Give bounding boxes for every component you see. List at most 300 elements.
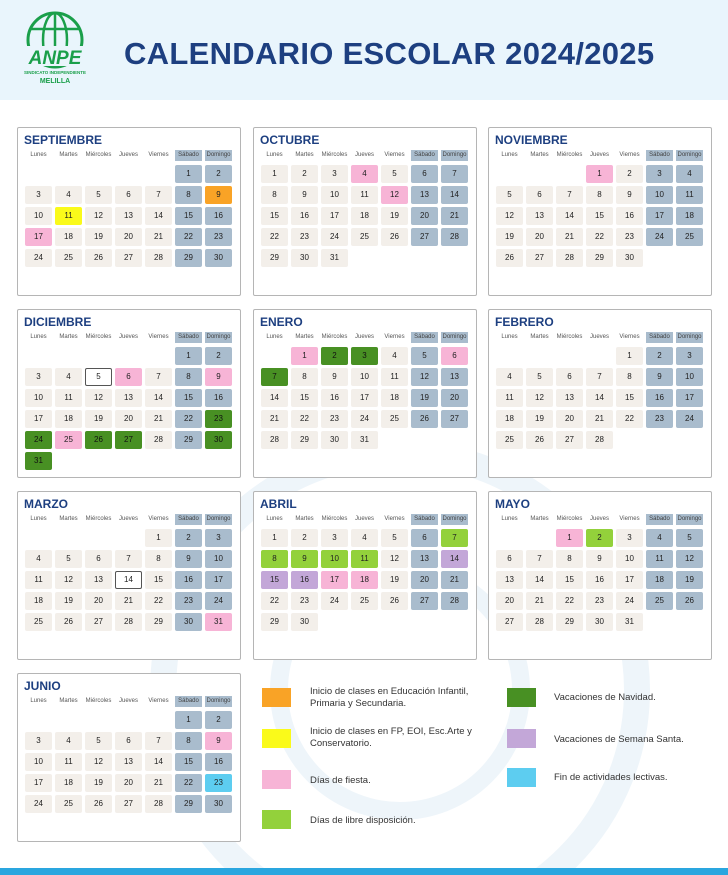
page-title: CALENDARIO ESCOLAR 2024/2025 [124, 36, 655, 71]
day-cell: 1 [261, 529, 288, 547]
day-cell: 2 [586, 529, 613, 547]
day-cell: 2 [291, 165, 318, 183]
day-cell: 17 [351, 389, 378, 407]
day-cell: 28 [261, 431, 288, 449]
day-cell: 2 [616, 165, 643, 183]
legend-label: Inicio de clases en Educación Infantil, Primaria y Secundaria. [310, 686, 469, 709]
weekday-header: Viernes [384, 152, 405, 158]
day-cell: 17 [616, 571, 643, 589]
month-febrero [488, 309, 712, 478]
month-name: ABRIL [260, 497, 297, 511]
weekday-header: Sábado [646, 332, 673, 343]
day-cell: 22 [175, 774, 202, 792]
day-cell: 21 [586, 410, 613, 428]
month-name: MARZO [24, 497, 68, 511]
weekday-header: Lunes [501, 516, 518, 522]
day-cell: 13 [411, 550, 438, 568]
day-cell: 5 [85, 186, 112, 204]
day-cell: 28 [586, 431, 613, 449]
weekday-header: Domingo [441, 514, 468, 525]
day-cell: 10 [676, 368, 703, 386]
day-cell: 13 [526, 207, 553, 225]
day-cell: 13 [411, 186, 438, 204]
day-cell: 20 [556, 410, 583, 428]
day-cell: 5 [526, 368, 553, 386]
day-cell: 22 [175, 410, 202, 428]
day-cell: 1 [616, 347, 643, 365]
weekday-header: Viernes [148, 334, 169, 340]
day-cell: 16 [616, 207, 643, 225]
day-cell: 26 [381, 228, 408, 246]
day-cell: 15 [175, 207, 202, 225]
day-cell: 8 [175, 186, 202, 204]
day-cell: 16 [321, 389, 348, 407]
day-cell: 5 [55, 550, 82, 568]
weekday-header: Martes [295, 152, 314, 158]
day-cell: 16 [175, 571, 202, 589]
weekday-header: Miércoles [85, 516, 112, 522]
day-cell: 16 [205, 753, 232, 771]
day-cell: 8 [175, 368, 202, 386]
legend-label: Vacaciones de Semana Santa. [554, 734, 684, 745]
day-cell: 27 [115, 431, 142, 449]
day-cell: 17 [321, 571, 348, 589]
day-cell: 13 [556, 389, 583, 407]
weekday-header: Viernes [148, 698, 169, 704]
weekday-header: Martes [295, 516, 314, 522]
day-cell: 12 [85, 753, 112, 771]
day-cell: 16 [291, 207, 318, 225]
day-cell: 9 [291, 550, 318, 568]
day-cell: 7 [145, 732, 172, 750]
legend-swatch [262, 810, 291, 829]
day-cell: 17 [25, 228, 52, 246]
day-cell: 6 [556, 368, 583, 386]
month-name: DICIEMBRE [24, 315, 92, 329]
day-cell: 11 [381, 368, 408, 386]
day-cell: 5 [676, 529, 703, 547]
weekday-header: Jueves [118, 698, 138, 704]
day-cell: 17 [25, 410, 52, 428]
day-cell: 15 [145, 571, 172, 589]
day-cell: 12 [676, 550, 703, 568]
day-cell: 20 [496, 592, 523, 610]
day-cell: 8 [145, 550, 172, 568]
month-name: OCTUBRE [260, 133, 320, 147]
weekday-header: Martes [59, 152, 78, 158]
weekday-header: Miércoles [85, 698, 112, 704]
day-cell: 20 [115, 228, 142, 246]
weekday-header: Sábado [646, 150, 673, 161]
weekday-header: Miércoles [556, 152, 583, 158]
day-cell: 17 [205, 571, 232, 589]
day-cell: 5 [85, 368, 112, 386]
day-cell: 1 [145, 529, 172, 547]
day-cell: 24 [646, 228, 673, 246]
day-cell: 7 [261, 368, 288, 386]
day-cell: 8 [556, 550, 583, 568]
day-cell: 7 [556, 186, 583, 204]
day-cell: 3 [25, 186, 52, 204]
day-cell: 7 [441, 529, 468, 547]
weekday-header: Sábado [411, 514, 438, 525]
weekday-header: Sábado [646, 514, 673, 525]
day-cell: 9 [205, 368, 232, 386]
day-cell: 1 [586, 165, 613, 183]
day-cell: 6 [411, 165, 438, 183]
month-name: FEBRERO [495, 315, 554, 329]
day-cell: 7 [526, 550, 553, 568]
day-cell: 17 [25, 774, 52, 792]
day-cell: 20 [441, 389, 468, 407]
day-cell: 1 [175, 165, 202, 183]
month-name: MAYO [495, 497, 530, 511]
day-cell: 3 [25, 732, 52, 750]
day-cell: 25 [55, 795, 82, 813]
day-cell: 16 [291, 571, 318, 589]
day-cell: 11 [55, 207, 82, 225]
day-cell: 27 [115, 795, 142, 813]
day-cell: 9 [175, 550, 202, 568]
day-cell: 11 [351, 186, 378, 204]
day-cell: 26 [85, 431, 112, 449]
day-cell: 14 [115, 571, 142, 589]
day-cell: 14 [586, 389, 613, 407]
day-cell: 10 [646, 186, 673, 204]
day-cell: 19 [496, 228, 523, 246]
day-cell: 14 [556, 207, 583, 225]
day-cell: 18 [676, 207, 703, 225]
day-cell: 22 [175, 228, 202, 246]
day-cell: 9 [646, 368, 673, 386]
day-cell: 24 [25, 795, 52, 813]
day-cell: 16 [205, 389, 232, 407]
weekday-header: Jueves [354, 334, 374, 340]
day-cell: 9 [205, 732, 232, 750]
weekday-header: Lunes [30, 698, 47, 704]
weekday-header: Lunes [501, 334, 518, 340]
day-cell: 20 [411, 207, 438, 225]
day-cell: 26 [381, 592, 408, 610]
day-cell: 27 [556, 431, 583, 449]
day-cell: 21 [556, 228, 583, 246]
day-cell: 25 [25, 613, 52, 631]
day-cell: 20 [526, 228, 553, 246]
weekday-header: Miércoles [85, 334, 112, 340]
day-cell: 29 [145, 613, 172, 631]
day-cell: 28 [441, 592, 468, 610]
day-cell: 29 [556, 613, 583, 631]
day-cell: 16 [646, 389, 673, 407]
day-cell: 17 [646, 207, 673, 225]
day-cell: 23 [586, 592, 613, 610]
day-cell: 25 [351, 592, 378, 610]
weekday-header: Miércoles [556, 334, 583, 340]
day-cell: 11 [25, 571, 52, 589]
day-cell: 27 [496, 613, 523, 631]
day-cell: 3 [616, 529, 643, 547]
day-cell: 6 [85, 550, 112, 568]
day-cell: 18 [646, 571, 673, 589]
header [0, 0, 728, 100]
day-cell: 3 [646, 165, 673, 183]
day-cell: 11 [55, 389, 82, 407]
day-cell: 23 [646, 410, 673, 428]
day-cell: 9 [205, 186, 232, 204]
weekday-header: Lunes [30, 516, 47, 522]
weekday-header: Sábado [175, 150, 202, 161]
weekday-header: Domingo [205, 696, 232, 707]
day-cell: 12 [381, 186, 408, 204]
day-cell: 10 [25, 753, 52, 771]
weekday-header: Jueves [589, 152, 609, 158]
day-cell: 15 [291, 389, 318, 407]
day-cell: 24 [321, 592, 348, 610]
day-cell: 26 [411, 410, 438, 428]
month-noviembre [488, 127, 712, 296]
day-cell: 26 [85, 249, 112, 267]
day-cell: 22 [261, 592, 288, 610]
day-cell: 29 [175, 431, 202, 449]
weekday-header: Viernes [148, 152, 169, 158]
month-mayo [488, 491, 712, 660]
legend-swatch [262, 770, 291, 789]
weekday-header: Jueves [354, 516, 374, 522]
day-cell: 11 [55, 753, 82, 771]
day-cell: 5 [85, 732, 112, 750]
month-name: SEPTIEMBRE [24, 133, 103, 147]
day-cell: 31 [351, 431, 378, 449]
day-cell: 20 [411, 571, 438, 589]
day-cell: 6 [115, 732, 142, 750]
day-cell: 9 [586, 550, 613, 568]
day-cell: 21 [441, 207, 468, 225]
day-cell: 1 [291, 347, 318, 365]
day-cell: 13 [115, 389, 142, 407]
day-cell: 12 [411, 368, 438, 386]
day-cell: 13 [85, 571, 112, 589]
day-cell: 29 [261, 613, 288, 631]
day-cell: 2 [321, 347, 348, 365]
day-cell: 4 [25, 550, 52, 568]
day-cell: 16 [205, 207, 232, 225]
day-cell: 21 [526, 592, 553, 610]
day-cell: 18 [55, 410, 82, 428]
day-cell: 28 [441, 228, 468, 246]
day-cell: 26 [676, 592, 703, 610]
weekday-header: Lunes [30, 152, 47, 158]
weekday-header: Sábado [411, 332, 438, 343]
logo-subtitle: SINDICATO INDEPENDIENTE [23, 70, 87, 75]
day-cell: 19 [526, 410, 553, 428]
day-cell: 25 [646, 592, 673, 610]
legend-swatch [507, 729, 536, 748]
day-cell: 4 [646, 529, 673, 547]
day-cell: 19 [55, 592, 82, 610]
day-cell: 12 [496, 207, 523, 225]
month-marzo [17, 491, 241, 660]
day-cell: 8 [261, 550, 288, 568]
day-cell: 24 [25, 249, 52, 267]
day-cell: 16 [586, 571, 613, 589]
weekday-header: Domingo [205, 332, 232, 343]
day-cell: 2 [646, 347, 673, 365]
day-cell: 30 [586, 613, 613, 631]
weekday-header: Jueves [118, 334, 138, 340]
day-cell: 8 [175, 732, 202, 750]
day-cell: 30 [616, 249, 643, 267]
month-octubre [253, 127, 477, 296]
day-cell: 24 [205, 592, 232, 610]
day-cell: 10 [205, 550, 232, 568]
day-cell: 19 [411, 389, 438, 407]
day-cell: 25 [55, 431, 82, 449]
day-cell: 13 [115, 207, 142, 225]
day-cell: 14 [145, 207, 172, 225]
day-cell: 28 [145, 431, 172, 449]
day-cell: 25 [496, 431, 523, 449]
logo-location: MELILLA [39, 78, 71, 85]
day-cell: 9 [616, 186, 643, 204]
weekday-header: Miércoles [85, 152, 112, 158]
day-cell: 12 [85, 389, 112, 407]
day-cell: 26 [496, 249, 523, 267]
day-cell: 22 [291, 410, 318, 428]
weekday-header: Jueves [354, 152, 374, 158]
day-cell: 28 [145, 795, 172, 813]
day-cell: 7 [115, 550, 142, 568]
day-cell: 31 [616, 613, 643, 631]
day-cell: 12 [55, 571, 82, 589]
day-cell: 18 [381, 389, 408, 407]
day-cell: 4 [55, 186, 82, 204]
day-cell: 31 [25, 452, 52, 470]
day-cell: 3 [351, 347, 378, 365]
day-cell: 23 [291, 228, 318, 246]
weekday-header: Domingo [205, 150, 232, 161]
day-cell: 29 [261, 249, 288, 267]
weekday-header: Martes [530, 152, 549, 158]
weekday-header: Miércoles [556, 516, 583, 522]
weekday-header: Lunes [30, 334, 47, 340]
day-cell: 27 [526, 249, 553, 267]
day-cell: 18 [351, 571, 378, 589]
day-cell: 29 [586, 249, 613, 267]
day-cell: 17 [676, 389, 703, 407]
day-cell: 3 [321, 165, 348, 183]
weekday-header: Lunes [501, 152, 518, 158]
weekday-header: Jueves [118, 152, 138, 158]
svg-text:ANPE: ANPE [28, 48, 82, 69]
weekday-header: Domingo [676, 332, 703, 343]
day-cell: 18 [25, 592, 52, 610]
day-cell: 14 [145, 389, 172, 407]
day-cell: 21 [145, 410, 172, 428]
day-cell: 9 [321, 368, 348, 386]
day-cell: 26 [85, 795, 112, 813]
weekday-header: Domingo [441, 150, 468, 161]
footer-bar [0, 868, 728, 875]
day-cell: 29 [175, 795, 202, 813]
day-cell: 19 [381, 207, 408, 225]
day-cell: 12 [381, 550, 408, 568]
weekday-header: Martes [59, 516, 78, 522]
day-cell: 10 [25, 207, 52, 225]
weekday-header: Sábado [175, 332, 202, 343]
day-cell: 19 [85, 410, 112, 428]
day-cell: 27 [411, 228, 438, 246]
day-cell: 14 [145, 753, 172, 771]
weekday-header: Jueves [589, 516, 609, 522]
day-cell: 19 [381, 571, 408, 589]
day-cell: 21 [261, 410, 288, 428]
day-cell: 2 [205, 711, 232, 729]
day-cell: 24 [321, 228, 348, 246]
day-cell: 8 [616, 368, 643, 386]
day-cell: 30 [321, 431, 348, 449]
day-cell: 19 [85, 774, 112, 792]
month-enero [253, 309, 477, 478]
weekday-header: Martes [59, 334, 78, 340]
day-cell: 4 [381, 347, 408, 365]
weekday-header: Martes [59, 698, 78, 704]
month-name: JUNIO [24, 679, 61, 693]
day-cell: 1 [175, 347, 202, 365]
weekday-header: Miércoles [321, 334, 348, 340]
weekday-header: Sábado [175, 696, 202, 707]
day-cell: 30 [291, 249, 318, 267]
day-cell: 22 [145, 592, 172, 610]
day-cell: 21 [145, 774, 172, 792]
weekday-header: Jueves [118, 516, 138, 522]
day-cell: 28 [145, 249, 172, 267]
day-cell: 27 [411, 592, 438, 610]
day-cell: 22 [556, 592, 583, 610]
day-cell: 18 [55, 774, 82, 792]
day-cell: 30 [291, 613, 318, 631]
day-cell: 28 [115, 613, 142, 631]
day-cell: 15 [175, 389, 202, 407]
day-cell: 18 [496, 410, 523, 428]
day-cell: 6 [115, 368, 142, 386]
day-cell: 29 [291, 431, 318, 449]
day-cell: 11 [351, 550, 378, 568]
day-cell: 13 [115, 753, 142, 771]
legend-label: Inicio de clases en FP, EOI, Esc.Arte y Conservatorio. [310, 726, 472, 749]
weekday-header: Viernes [384, 334, 405, 340]
weekday-header: Martes [530, 516, 549, 522]
day-cell: 7 [145, 186, 172, 204]
day-cell: 30 [205, 431, 232, 449]
weekday-header: Domingo [676, 514, 703, 525]
day-cell: 7 [586, 368, 613, 386]
weekday-header: Martes [530, 334, 549, 340]
legend-label: Días de libre disposición. [310, 815, 416, 826]
legend-swatch [262, 688, 291, 707]
day-cell: 7 [441, 165, 468, 183]
day-cell: 29 [175, 249, 202, 267]
day-cell: 23 [321, 410, 348, 428]
day-cell: 6 [441, 347, 468, 365]
day-cell: 30 [205, 795, 232, 813]
day-cell: 11 [646, 550, 673, 568]
day-cell: 27 [441, 410, 468, 428]
day-cell: 1 [556, 529, 583, 547]
day-cell: 10 [25, 389, 52, 407]
day-cell: 26 [526, 431, 553, 449]
weekday-header: Viernes [619, 516, 640, 522]
month-diciembre [17, 309, 241, 478]
